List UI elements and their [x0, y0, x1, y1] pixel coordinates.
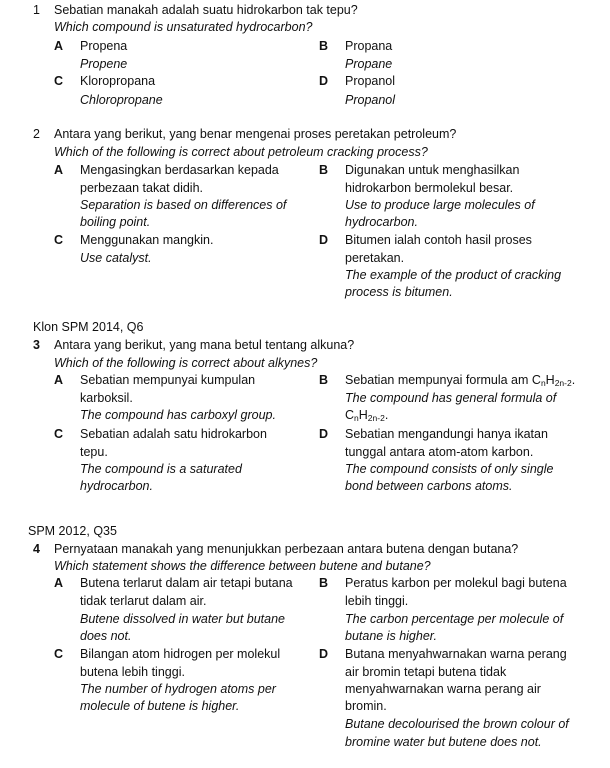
q4-option-c-ms-2: butena lebih tinggi. — [80, 665, 185, 679]
q2-option-d-en-1: The example of the product of cracking — [345, 268, 562, 282]
q3-question-ms: Antara yang berikut, yang mana betul tentang alkuna? — [54, 338, 355, 352]
q2-option-b-en-2: hydrocarbon. — [345, 215, 418, 229]
q2-option-a-en-1: Separation is based on differences of — [80, 198, 287, 212]
formula-end: . — [571, 373, 576, 387]
q4-option-a-ms-2: tidak terlarut dalam air. — [80, 594, 207, 608]
q3-option-a-ms-1: Sebatian mempunyai kumpulan — [80, 373, 256, 387]
q3-option-d-en-1: The compound consists of only single — [345, 462, 554, 476]
q2-option-a-en-2: boiling point. — [80, 215, 151, 229]
q2-option-c-ms: Menggunakan mangkin. — [80, 233, 214, 247]
q1-option-a-en: Propene — [80, 57, 128, 71]
q1-option-b-ms: Propana — [345, 39, 393, 53]
q2-option-c-en: Use catalyst. — [80, 251, 152, 265]
formula-h: H — [358, 408, 368, 422]
q4-option-b-letter: B — [319, 576, 329, 590]
q4-number: 4 — [33, 542, 40, 556]
q4-source: SPM 2012, Q35 — [28, 524, 117, 538]
q4-option-d-ms-1: Butana menyahwarnakan warna perang — [345, 647, 567, 661]
q1-option-b-en: Propane — [345, 57, 393, 71]
formula-c: C — [531, 373, 541, 387]
q2-option-a-ms-2: perbezaan takat didih. — [80, 181, 204, 195]
q4-option-d-ms-4: bromin. — [345, 699, 387, 713]
q4-option-b-ms-2: lebih tinggi. — [345, 594, 409, 608]
q3-option-b-ms — [345, 372, 575, 390]
q4-option-b-en-2: butane is higher. — [345, 629, 437, 643]
q2-option-a-ms-1: Mengasingkan berdasarkan kepada — [80, 163, 279, 177]
q1-option-c-en: Chloropropane — [80, 93, 163, 107]
formula-end: . — [384, 408, 389, 422]
q1-option-c-letter: C — [54, 74, 64, 88]
formula-sub: 2n-2 — [367, 413, 385, 423]
q2-option-c-letter: C — [54, 233, 64, 247]
q4-option-d-ms-2: air bromin tetapi butena tidak — [345, 665, 507, 679]
q4-option-a-ms-1: Butena terlarut dalam air tetapi butana — [80, 576, 293, 590]
q3-option-d-en-2: bond between carbons atoms. — [345, 479, 513, 493]
q1-option-a-letter: A — [54, 39, 64, 53]
q3-option-b-letter: B — [319, 373, 329, 387]
q1-option-b-letter: B — [319, 39, 329, 53]
q3-option-b-en: The compound has general formula of — [345, 391, 557, 405]
q4-option-b-ms-1: Peratus karbon per molekul bagi butena — [345, 576, 567, 590]
q1-option-d-ms: Propanol — [345, 74, 396, 88]
q2-option-d-en-2: process is bitumen. — [345, 285, 453, 299]
q3-option-c-letter: C — [54, 427, 64, 441]
q2-option-d-ms-1: Bitumen ialah contoh hasil proses — [345, 233, 532, 247]
q3-option-c-en-1: The compound is a saturated — [80, 462, 242, 476]
q3-option-a-ms-2: karboksil. — [80, 391, 133, 405]
formula-n: n — [540, 378, 546, 388]
q3-option-b-formula — [345, 407, 388, 425]
q3-option-c-en-2: hydrocarbon. — [80, 479, 153, 493]
q2-option-d-letter: D — [319, 233, 329, 247]
q4-option-d-en-2: bromine water but butene does not. — [345, 735, 542, 749]
q3-option-a-en: The compound has carboxyl group. — [80, 408, 276, 422]
formula-h: H — [545, 373, 555, 387]
q4-question-en: Which statement shows the difference between butene and butane? — [54, 559, 431, 573]
q3-option-d-ms-2: tunggal antara atom-atom karbon. — [345, 445, 534, 459]
q2-option-a-letter: A — [54, 163, 64, 177]
q2-question-ms: Antara yang berikut, yang benar mengenai proses peretakan petroleum? — [54, 127, 457, 141]
q1-number: 1 — [33, 3, 40, 17]
q4-question-ms: Pernyataan manakah yang menunjukkan perbezaan antara butena dengan butana? — [54, 542, 519, 556]
q2-option-b-en-1: Use to produce large molecules of — [345, 198, 535, 212]
q3-option-d-ms-1: Sebatian mengandungi hanya ikatan — [345, 427, 548, 441]
q3-option-d-letter: D — [319, 427, 329, 441]
formula-sub: 2n-2 — [554, 378, 572, 388]
q2-option-b-letter: B — [319, 163, 329, 177]
q4-option-d-ms-3: menyahwarnakan warna perang air — [345, 682, 541, 696]
q1-option-d-en: Propanol — [345, 93, 396, 107]
q1-option-d-letter: D — [319, 74, 329, 88]
q4-option-a-letter: A — [54, 576, 64, 590]
q3-option-c-ms-2: tepu. — [80, 445, 108, 459]
q4-option-c-en-1: The number of hydrogen atoms per — [80, 682, 276, 696]
q4-option-c-ms-1: Bilangan atom hidrogen per molekul — [80, 647, 281, 661]
q4-option-a-en-2: does not. — [80, 629, 132, 643]
q3-option-c-ms-1: Sebatian adalah satu hidrokarbon — [80, 427, 267, 441]
formula-c: C — [345, 408, 355, 422]
q1-question-ms: Sebatian manakah adalah suatu hidrokarbon tak tepu? — [54, 3, 358, 17]
q4-option-c-letter: C — [54, 647, 64, 661]
q4-option-c-en-2: molecule of butene is higher. — [80, 699, 240, 713]
q4-option-b-en-1: The carbon percentage per molecule of — [345, 612, 564, 626]
q4-option-d-en-1: Butane decolourised the brown colour of — [345, 717, 569, 731]
q1-question-en: Which compound is unsaturated hydrocarbon? — [54, 20, 313, 34]
q4-option-d-letter: D — [319, 647, 329, 661]
q3-option-a-letter: A — [54, 373, 64, 387]
q1-option-a-ms: Propena — [80, 39, 128, 53]
q3-option-b-ms-prefix: Sebatian mempunyai formula am — [345, 373, 532, 387]
q1-option-c-ms: Kloropropana — [80, 74, 156, 88]
q2-option-b-ms-2: hidrokarbon bermolekul besar. — [345, 181, 514, 195]
q2-question-en: Which of the following is correct about petroleum cracking process? — [54, 145, 428, 159]
q2-option-d-ms-2: peretakan. — [345, 251, 405, 265]
formula-n: n — [354, 413, 359, 423]
q2-option-b-ms-1: Digunakan untuk menghasilkan — [345, 163, 520, 177]
q3-number: 3 — [33, 338, 40, 352]
q2-number: 2 — [33, 127, 40, 141]
q4-option-a-en-1: Butene dissolved in water but butane — [80, 612, 285, 626]
q3-question-en: Which of the following is correct about alkynes? — [54, 356, 318, 370]
q3-source: Klon SPM 2014, Q6 — [33, 320, 144, 334]
